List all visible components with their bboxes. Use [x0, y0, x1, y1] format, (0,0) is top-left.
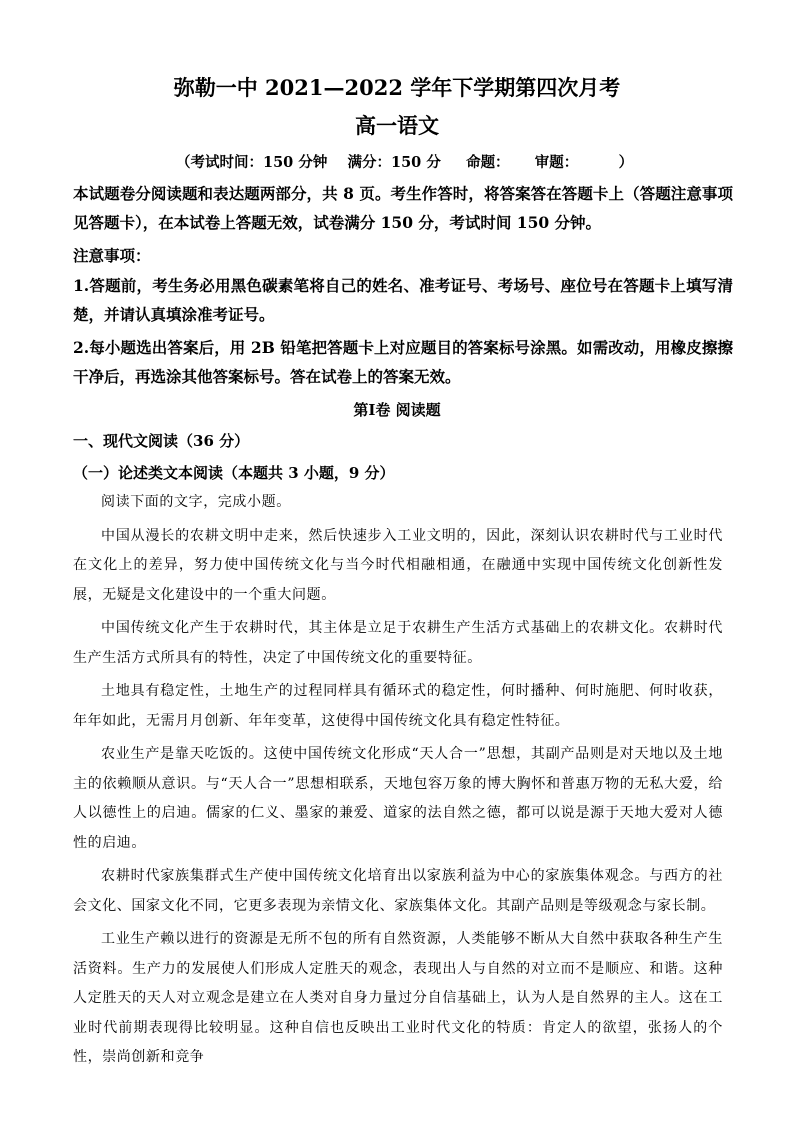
passage [73, 488, 723, 1077]
exam-info: （考试时间：150 分钟 满分：150 分 命题： 审题： ） [176, 154, 634, 171]
passage-paragraph: 农耕时代家族集群式生产使中国传统文化培育出以家族利益为中心的家族集体观念。与西方的社会文化、国家文化不同，它更多表现为亲情文化、家族集体文化。其副产品则是等级观念与家长制。 [73, 868, 723, 914]
instructions-intro: 本试题卷分阅读题和表达题两部分，共 8 页。考生作答时，将答案答在答题卡上（答题注意事项见答题卡），在本试卷上答题无效，试卷满分 150 分，考试时间 150 分钟。 [73, 184, 733, 232]
notes-label: 注意事项： [73, 246, 151, 265]
passage-paragraph: 土地具有稳定性，土地生产的过程同样具有循环式的稳定性，何时播种、何时施肥、何时收获，年年如此，无需月月创新、年年变革，这使得中国传统文化具有稳定性特征。 [73, 683, 723, 729]
section-title: 第Ⅰ卷 阅读题 [353, 401, 441, 419]
passage-paragraph: 农业生产是靠天吃饭的。这使中国传统文化形成“天人合一”思想，其副产品则是对天地以及土地主的依赖顺从意识。与“天人合一”思想相联系，天地包容万象的博大胸怀和普惠万物的无私大爱，给人以德性上的启迪。儒家的仁义、墨家的兼爱、道家的法自然之德，都可以说是源于天地大爱对人德性的启迪。 [73, 746, 723, 851]
subpart-heading: （一）论述类文本阅读（本题共 3 小题，9 分） [73, 464, 395, 482]
note-1: 1.答题前，考生务必用黑色碳素笔将自己的姓名、准考证号、考场号、座位号在答题卡上填写清楚，并请认真填涂准考证号。 [73, 276, 733, 324]
passage-paragraph: 工业生产赖以进行的资源是无所不包的所有自然资源，人类能够不断从大自然中获取各种生产生活资料。生产力的发展使人们形成人定胜天的观念，表现出人与自然的对立而不是顺应、和谐。这种人定胜天的天人对立观念是建立在人类对自身力量过分自信基础上，认为人是自然界的主人。这在工业时代前期表现得比较明显。这种自信也反映出工业时代文化的特质：肯定人的欲望，张扬人的个性，崇尚创新和竞争 [73, 931, 723, 1065]
part-heading: 一、现代文阅读（36 分） [73, 432, 250, 450]
passage-lead: 阅读下面的文字，完成小题。 [101, 494, 291, 510]
exam-title: 弥勒一中 2021—2022 学年下学期第四次月考 [173, 75, 621, 100]
passage-paragraph: 中国从漫长的农耕文明中走来，然后快速步入工业文明的，因此，深刻认识农耕时代与工业时代在文化上的差异，努力使中国传统文化与当今时代相融相通，在融通中实现中国传统文化创新性发展，无疑是文化建设中的一个重大问题。 [73, 527, 723, 603]
passage-paragraph: 中国传统文化产生于农耕时代，其主体是立足于农耕生产生活方式基础上的农耕文化。农耕时代生产生活方式所具有的特性，决定了中国传统文化的重要特征。 [73, 620, 723, 666]
exam-subject: 高一语文 [355, 113, 439, 138]
note-2: 2.每小题选出答案后，用 2B 铅笔把答题卡上对应题目的答案标号涂黑。如需改动，用橡皮擦擦干净后，再选涂其他答案标号。答在试卷上的答案无效。 [73, 338, 733, 386]
